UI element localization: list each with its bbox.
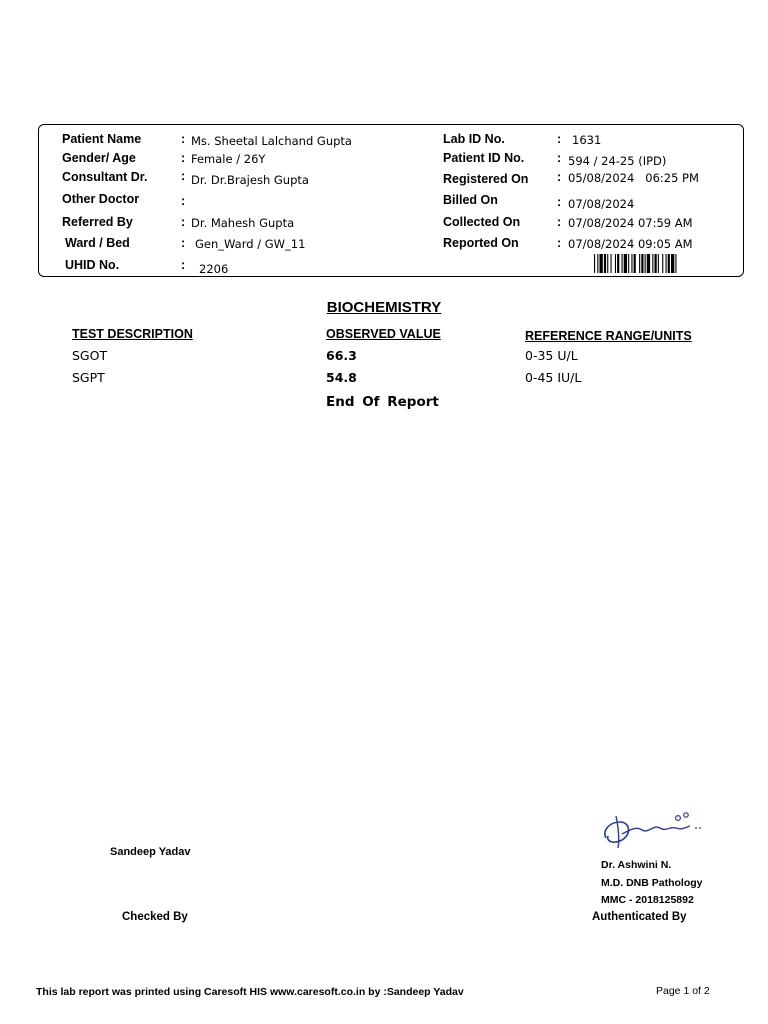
- uhid-value: 2206: [199, 262, 229, 276]
- gender-age-label: Gender/ Age: [62, 151, 136, 165]
- consultant-label: Consultant Dr.: [62, 170, 148, 184]
- ward-bed-label: Ward / Bed: [65, 236, 130, 250]
- patient-name-label: Patient Name: [62, 132, 142, 146]
- end-of-report: End Of Report: [326, 394, 439, 410]
- collected-on-value: 07/08/2024 07:59 AM: [568, 216, 693, 230]
- patient-name-value: Ms. Sheetal Lalchand Gupta: [191, 134, 352, 148]
- ward-bed-value: Gen_Ward / GW_11: [195, 237, 306, 251]
- colon: :: [557, 215, 562, 229]
- page-number: Page 1 of 2: [656, 985, 710, 997]
- colon: :: [181, 169, 186, 183]
- registered-on-label: Registered On: [443, 172, 529, 186]
- barcode-icon: [594, 254, 724, 273]
- colon: :: [557, 170, 562, 184]
- colon: :: [557, 236, 562, 250]
- doctor-registration: MMC - 2018125892: [601, 894, 694, 906]
- doctor-name: Dr. Ashwini N.: [601, 859, 672, 871]
- registered-on-value: 05/08/2024 06:25 PM: [568, 171, 699, 185]
- table-row-test: SGPT: [72, 370, 105, 385]
- table-row-value: 66.3: [326, 348, 357, 363]
- authenticated-by-label: Authenticated By: [592, 911, 687, 923]
- colon: :: [181, 132, 186, 146]
- referred-by-value: Dr. Mahesh Gupta: [191, 216, 295, 230]
- referred-by-label: Referred By: [62, 215, 133, 229]
- colon: :: [181, 236, 186, 250]
- doctor-qualification: M.D. DNB Pathology: [601, 877, 703, 889]
- billed-on-value: 07/08/2024: [568, 197, 635, 211]
- footer-print-note: This lab report was printed using Caresoft HIS www.caresoft.co.in by :Sandeep Yadav: [36, 986, 464, 998]
- reported-on-value: 07/08/2024 09:05 AM: [568, 237, 693, 251]
- checked-by-label: Checked By: [122, 911, 188, 923]
- colon: :: [557, 151, 562, 165]
- patient-id-label: Patient ID No.: [443, 151, 525, 165]
- consultant-value: Dr. Dr.Brajesh Gupta: [191, 173, 309, 187]
- patient-id-value: 594 / 24-25 (IPD): [568, 154, 667, 168]
- colon: :: [181, 194, 186, 208]
- uhid-label: UHID No.: [65, 258, 120, 272]
- reported-on-label: Reported On: [443, 236, 519, 250]
- table-row-reference: 0-45 IU/L: [525, 370, 582, 385]
- column-header-test: TEST DESCRIPTION: [72, 327, 193, 341]
- signature-image: [596, 804, 706, 856]
- checker-name: Sandeep Yadav: [110, 846, 191, 858]
- table-row-value: 54.8: [326, 370, 357, 385]
- colon: :: [557, 132, 562, 146]
- column-header-reference: REFERENCE RANGE/UNITS: [525, 329, 692, 343]
- colon: :: [181, 151, 186, 165]
- lab-id-label: Lab ID No.: [443, 132, 505, 146]
- colon: :: [557, 195, 562, 209]
- other-doctor-label: Other Doctor: [62, 192, 140, 206]
- column-header-observed: OBSERVED VALUE: [326, 327, 441, 341]
- table-row-test: SGOT: [72, 348, 108, 363]
- section-title: [0, 299, 768, 316]
- billed-on-label: Billed On: [443, 193, 498, 207]
- gender-age-value: Female / 26Y: [191, 152, 266, 166]
- table-row-reference: 0-35 U/L: [525, 348, 578, 363]
- colon: :: [181, 215, 186, 229]
- collected-on-label: Collected On: [443, 215, 521, 229]
- lab-id-value: 1631: [572, 133, 602, 147]
- colon: :: [181, 258, 186, 272]
- section-title-text: BIOCHEMISTRY: [326, 299, 442, 316]
